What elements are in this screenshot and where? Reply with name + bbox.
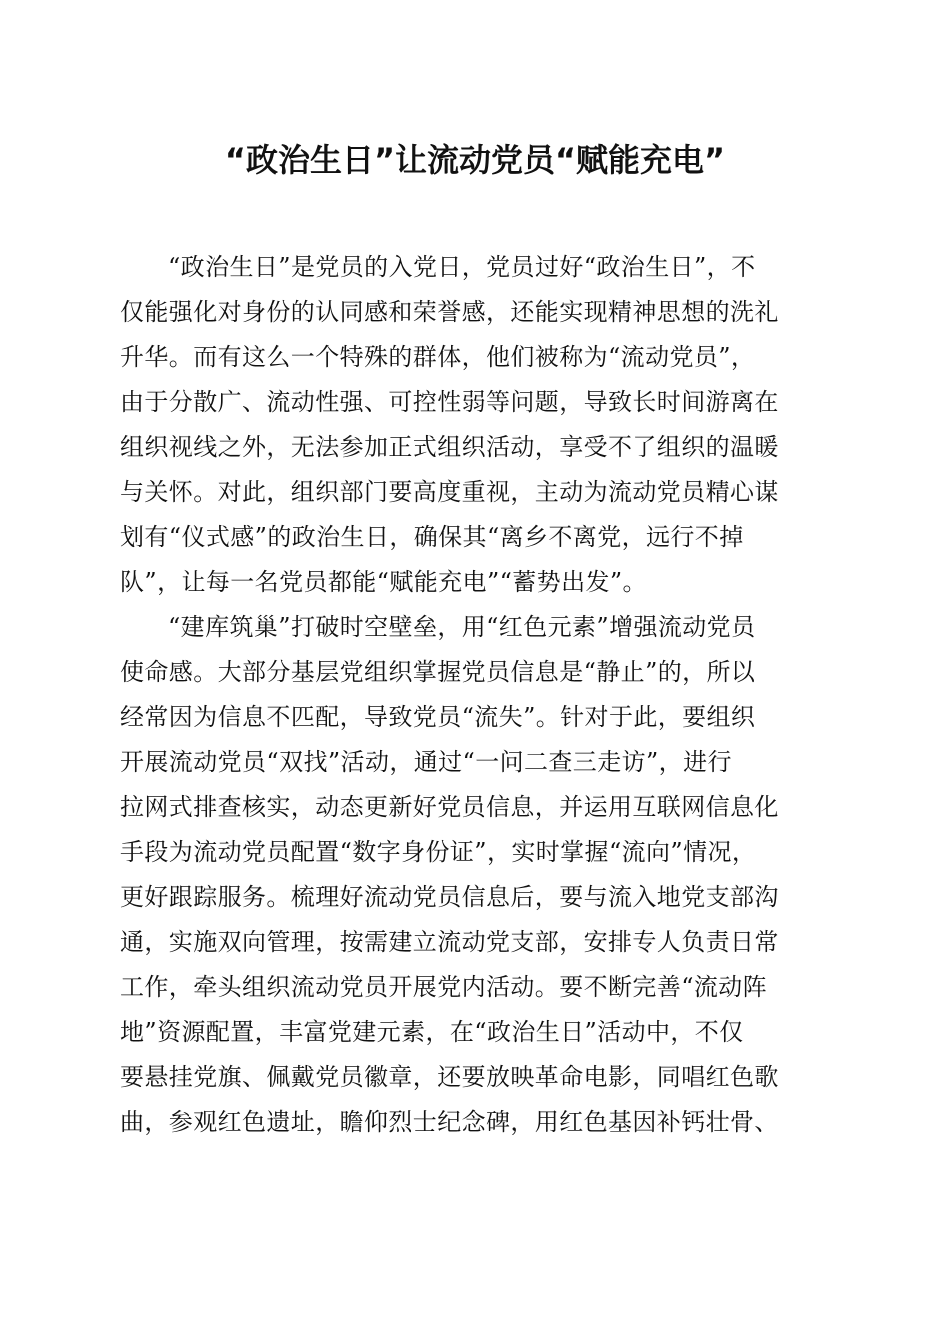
text-line: 工作，牵头组织流动党员开展党内活动。要不断完善“流动阵 [120,973,768,1001]
text-line: 地”资源配置，丰富党建元素，在“政治生日”活动中，不仅 [120,1018,744,1046]
text-line: 更好跟踪服务。梳理好流动党员信息后，要与流入地党支部沟 [120,883,779,911]
text-line: 升华。而有这么一个特殊的群体，他们被称为“流动党员”， [120,343,756,371]
text-line: 曲，参观红色遗址，瞻仰烈士纪念碑，用红色基因补钙壮骨、 [120,1108,779,1136]
document-title: “政治生日”让流动党员“赋能充电” [224,141,726,179]
text-line: 经常因为信息不匹配，导致党员“流失”。针对于此，要组织 [120,703,756,731]
text-line: 队”，让每一名党员都能“赋能充电”“蓄势出发”。 [120,568,647,596]
paragraph-2 [120,605,832,1145]
text-line: 与关怀。对此，组织部门要高度重视，主动为流动党员精心谋 [120,478,779,506]
text-line: 通，实施双向管理，按需建立流动党支部，安排专人负责日常 [120,928,779,956]
text-line: 要悬挂党旗、佩戴党员徽章，还要放映革命电影，同唱红色歌 [120,1063,779,1091]
paragraph-1 [120,245,832,605]
text-line: 仅能强化对身份的认同感和荣誉感，还能实现精神思想的洗礼 [120,298,779,326]
text-line: 使命感。大部分基层党组织掌握党员信息是“静止”的，所以 [120,658,756,686]
text-line: 开展流动党员“双找”活动，通过“一问二查三走访”，进行 [120,748,732,776]
text-line: 手段为流动党员配置“数字身份证”，实时掌握“流向”情况， [120,838,757,866]
text-line: 拉网式排查核实，动态更新好党员信息，并运用互联网信息化 [120,793,779,821]
document-body [120,245,832,1145]
text-line: 组织视线之外，无法参加正式组织活动，享受不了组织的温暖 [120,433,779,461]
text-line: 划有“仪式感”的政治生日，确保其“离乡不离党，远行不掉 [120,523,744,551]
text-line: “建库筑巢”打破时空壁垒，用“红色元素”增强流动党员 [168,613,756,641]
text-line: “政治生日”是党员的入党日，党员过好“政治生日”，不 [168,253,756,281]
text-line: 由于分散广、流动性强、可控性弱等问题，导致长时间游离在 [120,388,779,416]
